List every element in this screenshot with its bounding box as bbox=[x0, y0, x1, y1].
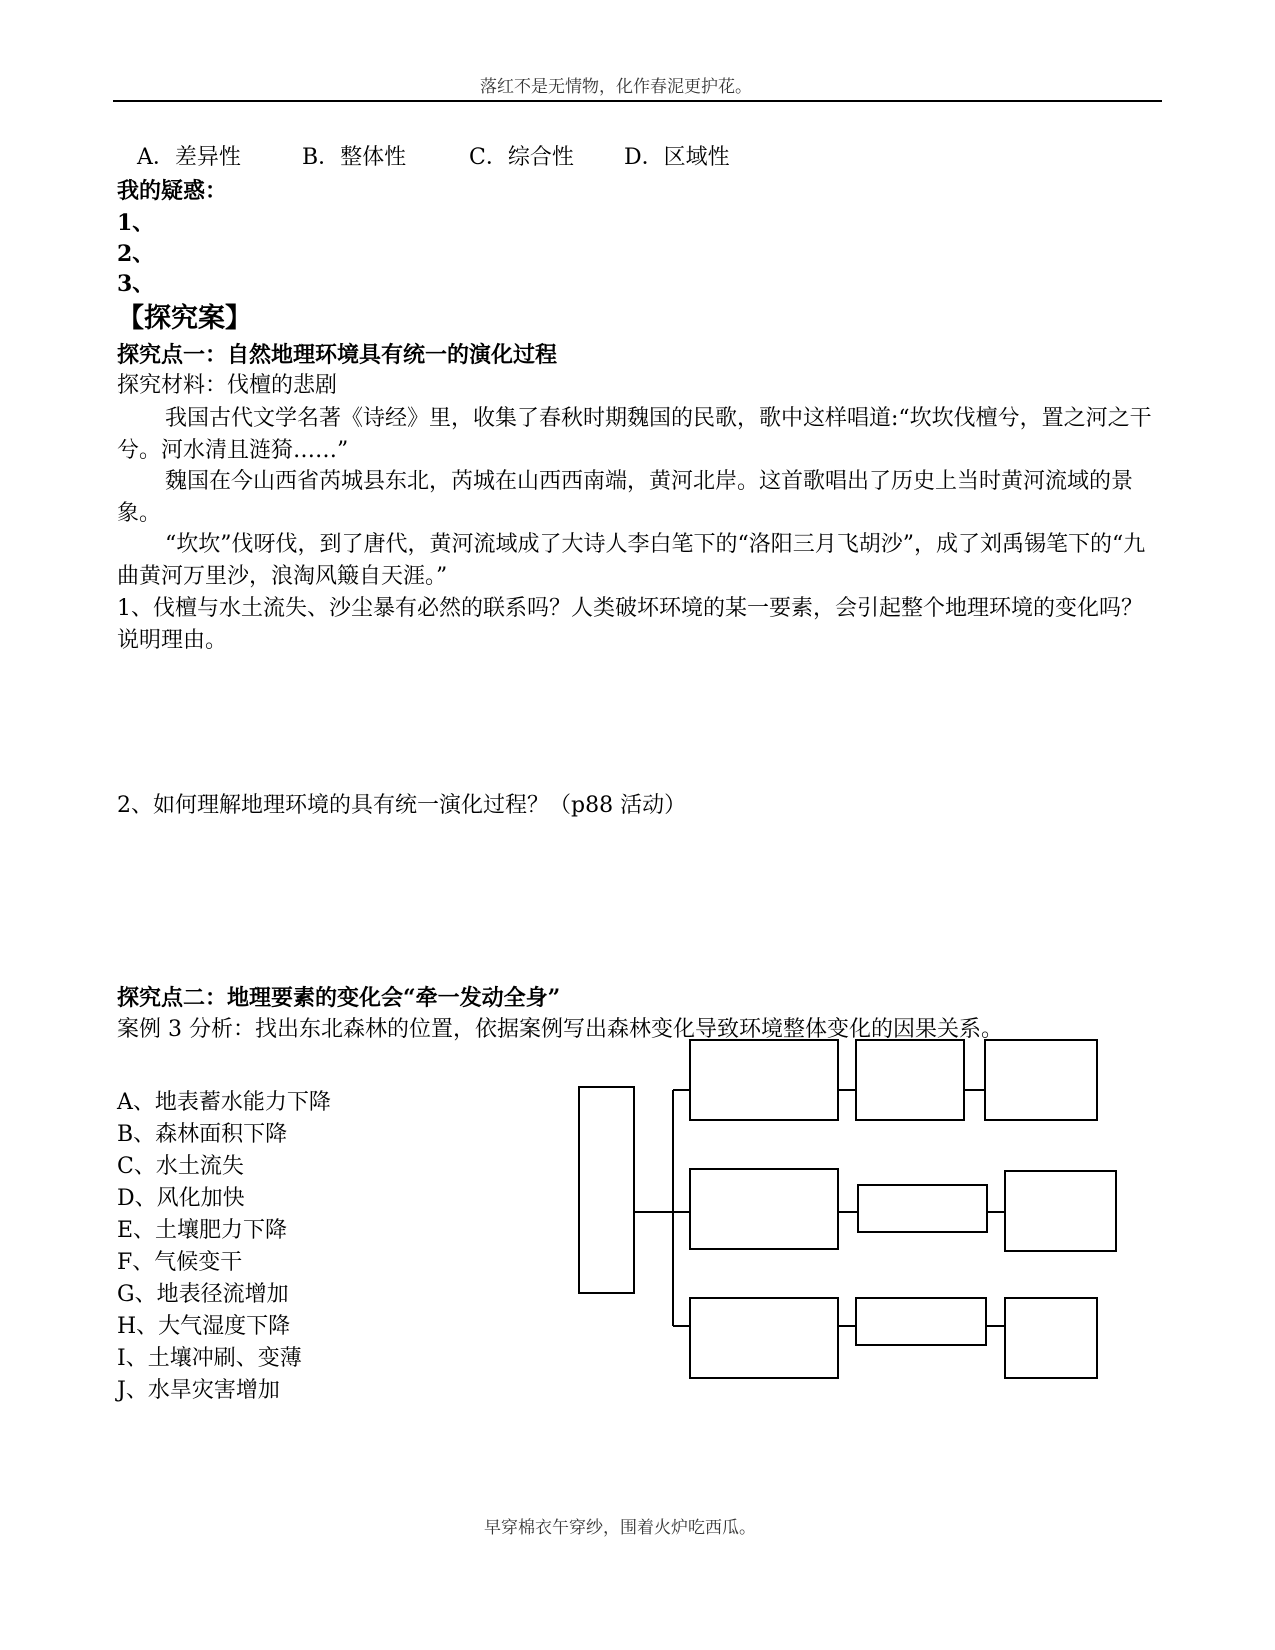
answer-box-2b bbox=[858, 1185, 987, 1232]
doubt-item-1: 1、 bbox=[117, 210, 155, 236]
point1-title: 探究点一：自然地理环境具有统一的演化过程 bbox=[117, 342, 558, 368]
cause-option-e: E、土壤肥力下降 bbox=[117, 1218, 288, 1243]
answer-box-3a bbox=[690, 1298, 838, 1378]
choice-d: D．区域性 bbox=[624, 145, 730, 170]
material-paragraph-3-text: “坎坎”伐呀伐，到了唐代，黄河流域成了大诗人李白笔下的“洛阳三月飞胡沙”，成了刘禹锡笔下的“九曲黄河万里沙，浪淘风簸自天涯。” bbox=[117, 532, 1146, 589]
cause-option-b: B、森林面积下降 bbox=[117, 1122, 288, 1147]
material-paragraph-2-text: 魏国在今山西省芮城县东北，芮城在山西西南端，黄河北岸。这首歌唱出了历史上当时黄河流域的景象。 bbox=[117, 469, 1134, 526]
cause-option-h: H、大气湿度下降 bbox=[117, 1314, 291, 1339]
answer-box-2a bbox=[690, 1169, 838, 1249]
question-1-text: 1、伐檀与水土流失、沙尘暴有必然的联系吗？人类破坏环境的某一要素，会引起整个地理环境的变化吗？说明理由。 bbox=[117, 596, 1144, 653]
answer-box-3c bbox=[1005, 1298, 1097, 1378]
cause-option-d: D、风化加快 bbox=[117, 1186, 245, 1211]
cause-option-c: C、水土流失 bbox=[117, 1154, 244, 1179]
answer-box-1b bbox=[856, 1040, 964, 1120]
cause-option-g: G、地表径流增加 bbox=[117, 1282, 289, 1307]
cause-option-f: F、气候变干 bbox=[117, 1250, 243, 1275]
point2-title: 探究点二：地理要素的变化会“牵一发动全身” bbox=[117, 985, 561, 1011]
answer-box-1a bbox=[690, 1040, 838, 1120]
answer-box-2c bbox=[1005, 1171, 1116, 1251]
answer-box-3b bbox=[856, 1298, 986, 1345]
answer-box-root bbox=[579, 1087, 634, 1293]
doubt-item-2: 2、 bbox=[117, 241, 155, 267]
doubts-title: 我的疑惑： bbox=[117, 178, 228, 204]
doubt-item-3: 3、 bbox=[117, 271, 155, 297]
cause-option-i: I、土壤冲刷、变薄 bbox=[117, 1346, 302, 1371]
material-paragraph-1-text: 我国古代文学名著《诗经》里，收集了春秋时期魏国的民歌，歌中这样唱道:“坎坎伐檀兮，置之河之干兮。河水清且涟猗……” bbox=[117, 406, 1152, 463]
footer-quote: 早穿棉衣午穿纱，围着火炉吃西瓜。 bbox=[484, 1518, 756, 1538]
question-2: 2、如何理解地理环境的具有统一演化过程？（p88 活动） bbox=[117, 793, 687, 818]
header-quote: 落红不是无情物，化作春泥更护花。 bbox=[480, 77, 752, 97]
material-title: 探究材料：伐檀的悲剧 bbox=[117, 373, 338, 398]
case-description: 案例 3 分析：找出东北森林的位置，依据案例写出森林变化导致环境整体变化的因果关系。 bbox=[117, 1017, 1003, 1042]
cause-option-j: J、水旱灾害增加 bbox=[117, 1378, 280, 1403]
choice-c: C．综合性 bbox=[469, 145, 574, 170]
choice-a: A．差异性 bbox=[137, 145, 241, 170]
choice-b: B．整体性 bbox=[302, 145, 407, 170]
answer-box-1c bbox=[985, 1040, 1097, 1120]
explore-heading: 【探究案】 bbox=[117, 303, 252, 334]
cause-option-a: A、地表蓄水能力下降 bbox=[117, 1090, 331, 1115]
